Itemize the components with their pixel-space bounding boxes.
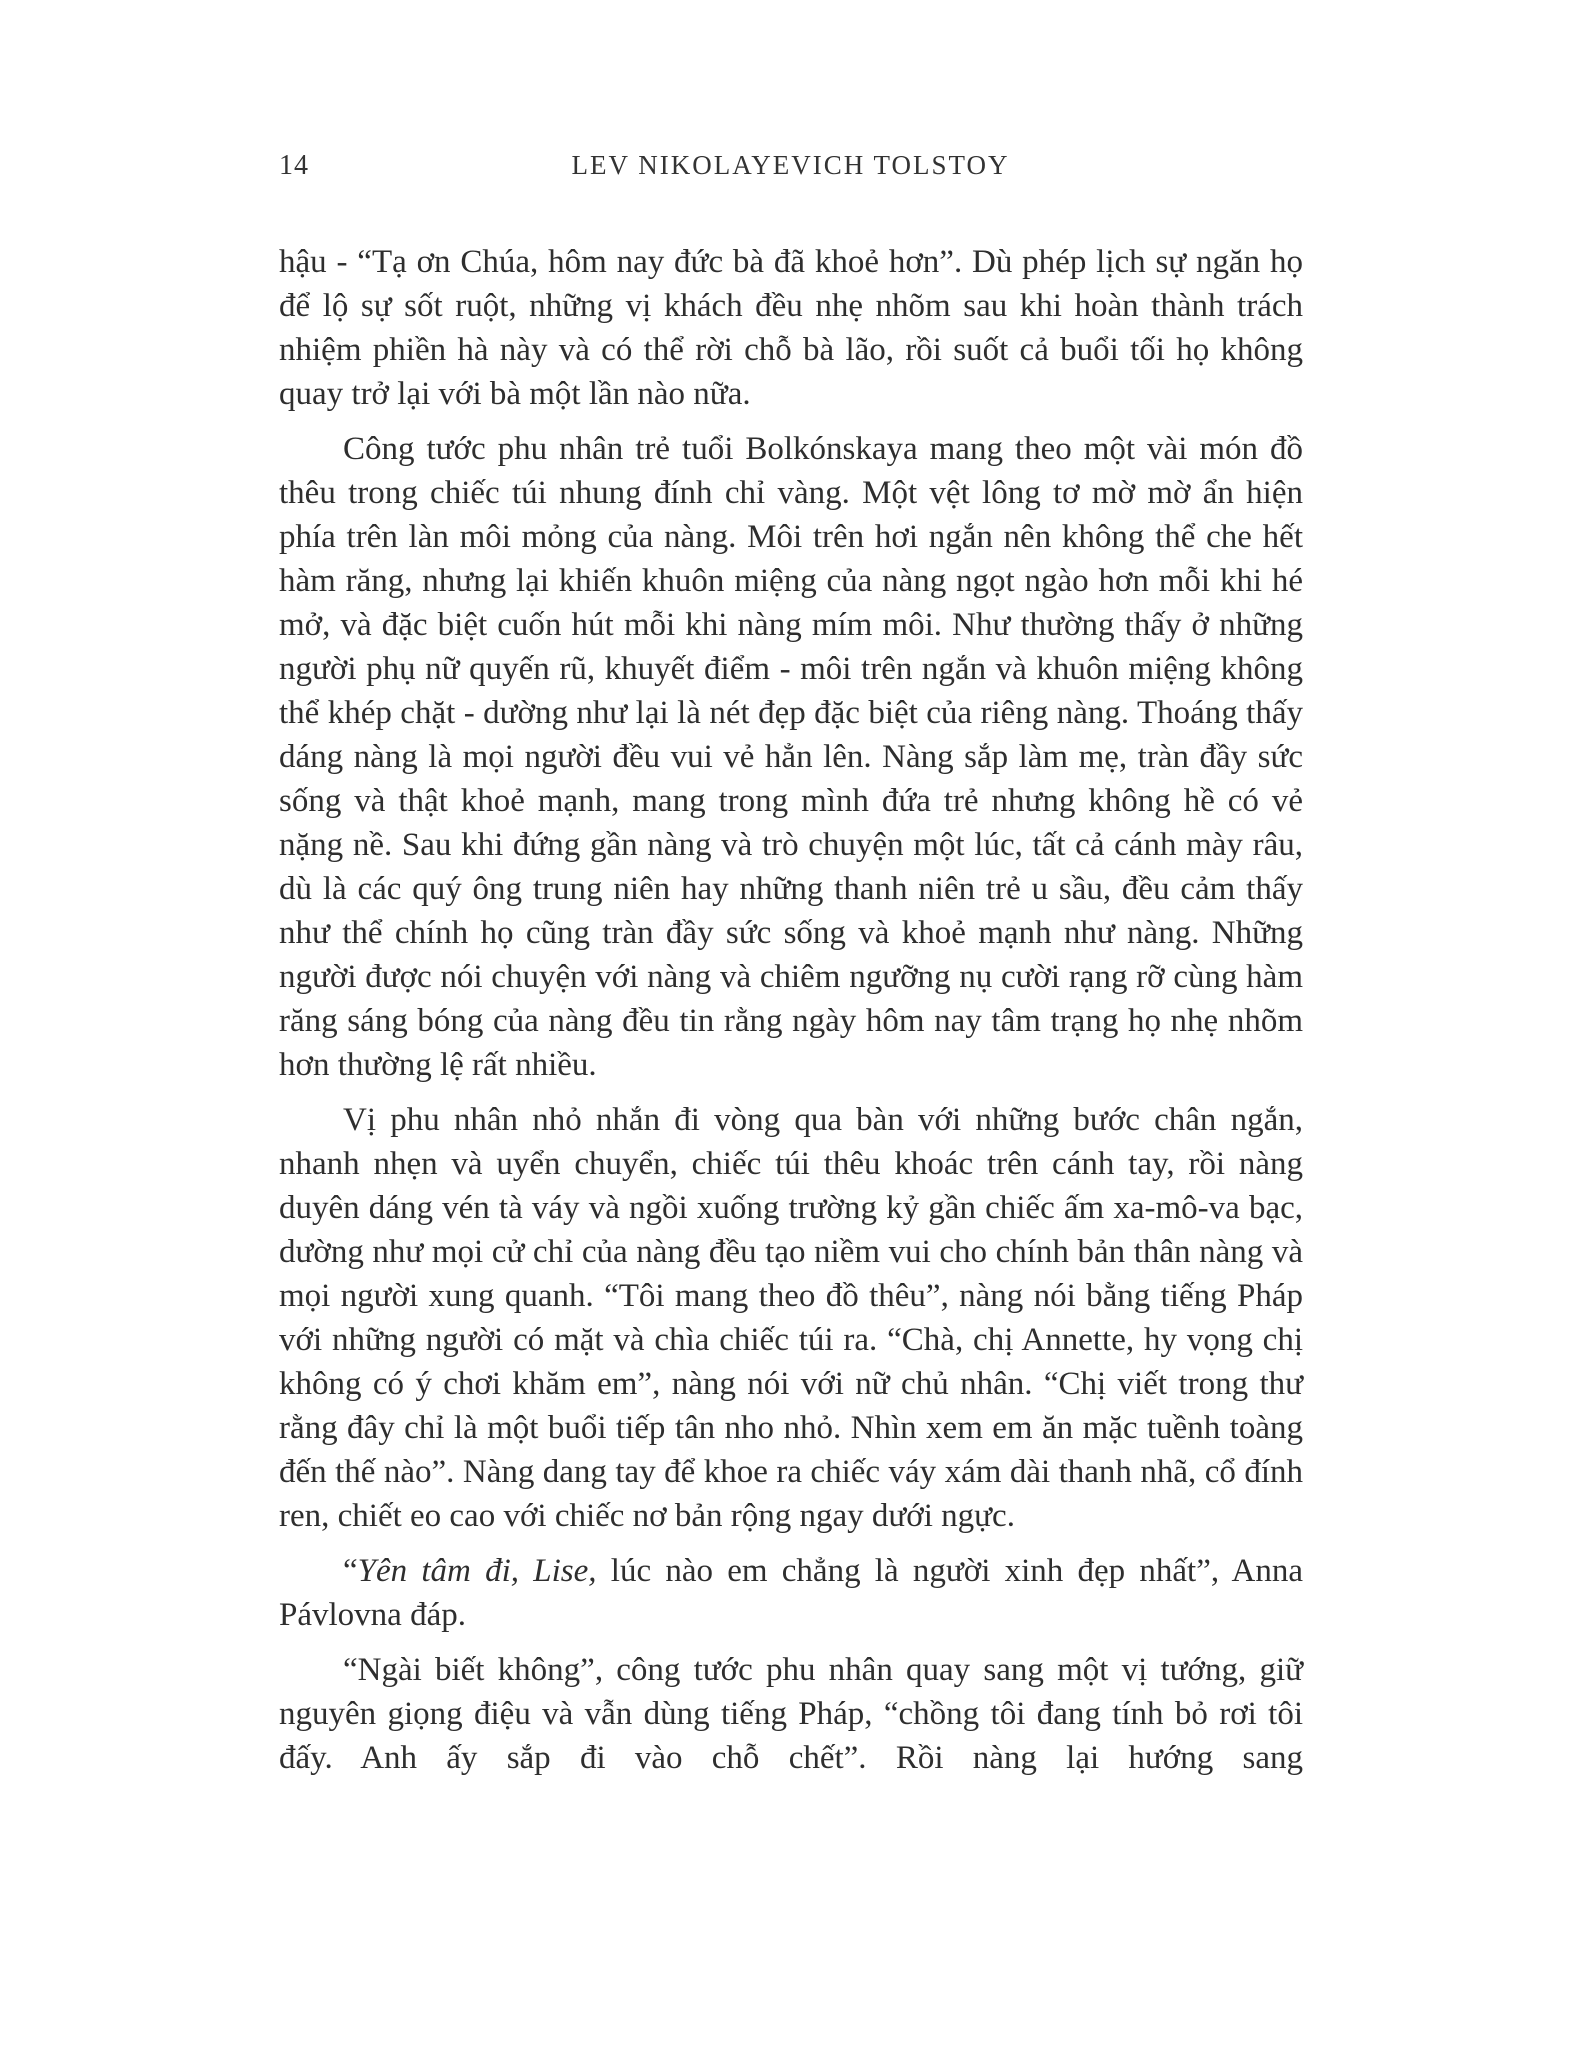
paragraph-1: hậu - “Tạ ơn Chúa, hôm nay đức bà đã khoẻ hơn”. Dù phép lịch sự ngăn họ để lộ sự sốt ruột, những vị khách đều nhẹ nhõm sau khi hoàn thành trách nhiệm phiền hà này và có thể rời chỗ bà lão, rồi suốt cả buổi tối họ không quay trở lại với bà một lần nào nữa.	[279, 244, 1303, 412]
paragraph-4-open-quote: “	[343, 1553, 358, 1589]
page-number: 14	[279, 150, 309, 181]
paragraph-5: “Ngài biết không”, công tước phu nhân quay sang một vị tướng, giữ nguyên giọng điệu và vẫn dùng tiếng Pháp, “chồng tôi đang tính bỏ rơi tôi đấy. Anh ấy sắp đi vào chỗ chết”. Rồi nàng lại hướng sang	[279, 1652, 1303, 1776]
paragraph-4	[279, 1549, 1303, 1637]
paragraph-2: Công tước phu nhân trẻ tuổi Bolkónskaya mang theo một vài món đồ thêu trong chiếc túi nhung đính chỉ vàng. Một vệt lông tơ mờ mờ ẩn hiện phía trên làn môi mỏng của nàng. Môi trên hơi ngắn nên không thể che hết hàm răng, nhưng lại khiến khuôn miệng của nàng ngọt ngào hơn mỗi khi hé mở, và đặc biệt cuốn hút mỗi khi nàng mím môi. Như thường thấy ở những người phụ nữ quyến rũ, khuyết điểm - môi trên ngắn và khuôn miệng không thể khép chặt - dường như lại là nét đẹp đặc biệt của riêng nàng. Thoáng thấy dáng nàng là mọi người đều vui vẻ hẳn lên. Nàng sắp làm mẹ, tràn đầy sức sống và thật khoẻ mạnh, mang trong mình đứa trẻ nhưng không hề có vẻ nặng nề. Sau khi đứng gần nàng và trò chuyện một lúc, tất cả cánh mày râu, dù là các quý ông trung niên hay những thanh niên trẻ u sầu, đều cảm thấy như thể chính họ cũng tràn đầy sức sống và khoẻ mạnh như nàng. Những người được nói chuyện với nàng và chiêm ngưỡng nụ cười rạng rỡ cùng hàm răng sáng bóng của nàng đều tin rằng ngày hôm nay tâm trạng họ nhẹ nhõm hơn thường lệ rất nhiều.	[279, 431, 1303, 1083]
paragraph-4-rest: lúc nào em chẳng là người xinh đẹp nhất”, Anna Pávlovna đáp.	[279, 1553, 1303, 1633]
text-body	[279, 240, 1303, 1791]
running-head	[279, 150, 1302, 190]
paragraph-4-italic: Yên tâm đi, Lise,	[357, 1553, 597, 1589]
running-head-author: LEV NIKOLAYEVICH TOLSTOY	[571, 150, 1010, 180]
paragraph-3: Vị phu nhân nhỏ nhắn đi vòng qua bàn với những bước chân ngắn, nhanh nhẹn và uyển chuyển, chiếc túi thêu khoác trên cánh tay, rồi nàng duyên dáng vén tà váy và ngồi xuống trường kỷ gần chiếc ấm xa-mô-va bạc, dường như mọi cử chỉ của nàng đều tạo niềm vui cho chính bản thân nàng và mọi người xung quanh. “Tôi mang theo đồ thêu”, nàng nói bằng tiếng Pháp với những người có mặt và chìa chiếc túi ra. “Chà, chị Annette, hy vọng chị không có ý chơi khăm em”, nàng nói với nữ chủ nhân. “Chị viết trong thư rằng đây chỉ là một buổi tiếp tân nho nhỏ. Nhìn xem em ăn mặc tuềnh toàng đến thế nào”. Nàng dang tay để khoe ra chiếc váy xám dài thanh nhã, cổ đính ren, chiết eo cao với chiếc nơ bản rộng ngay dưới ngực.	[279, 1102, 1303, 1534]
